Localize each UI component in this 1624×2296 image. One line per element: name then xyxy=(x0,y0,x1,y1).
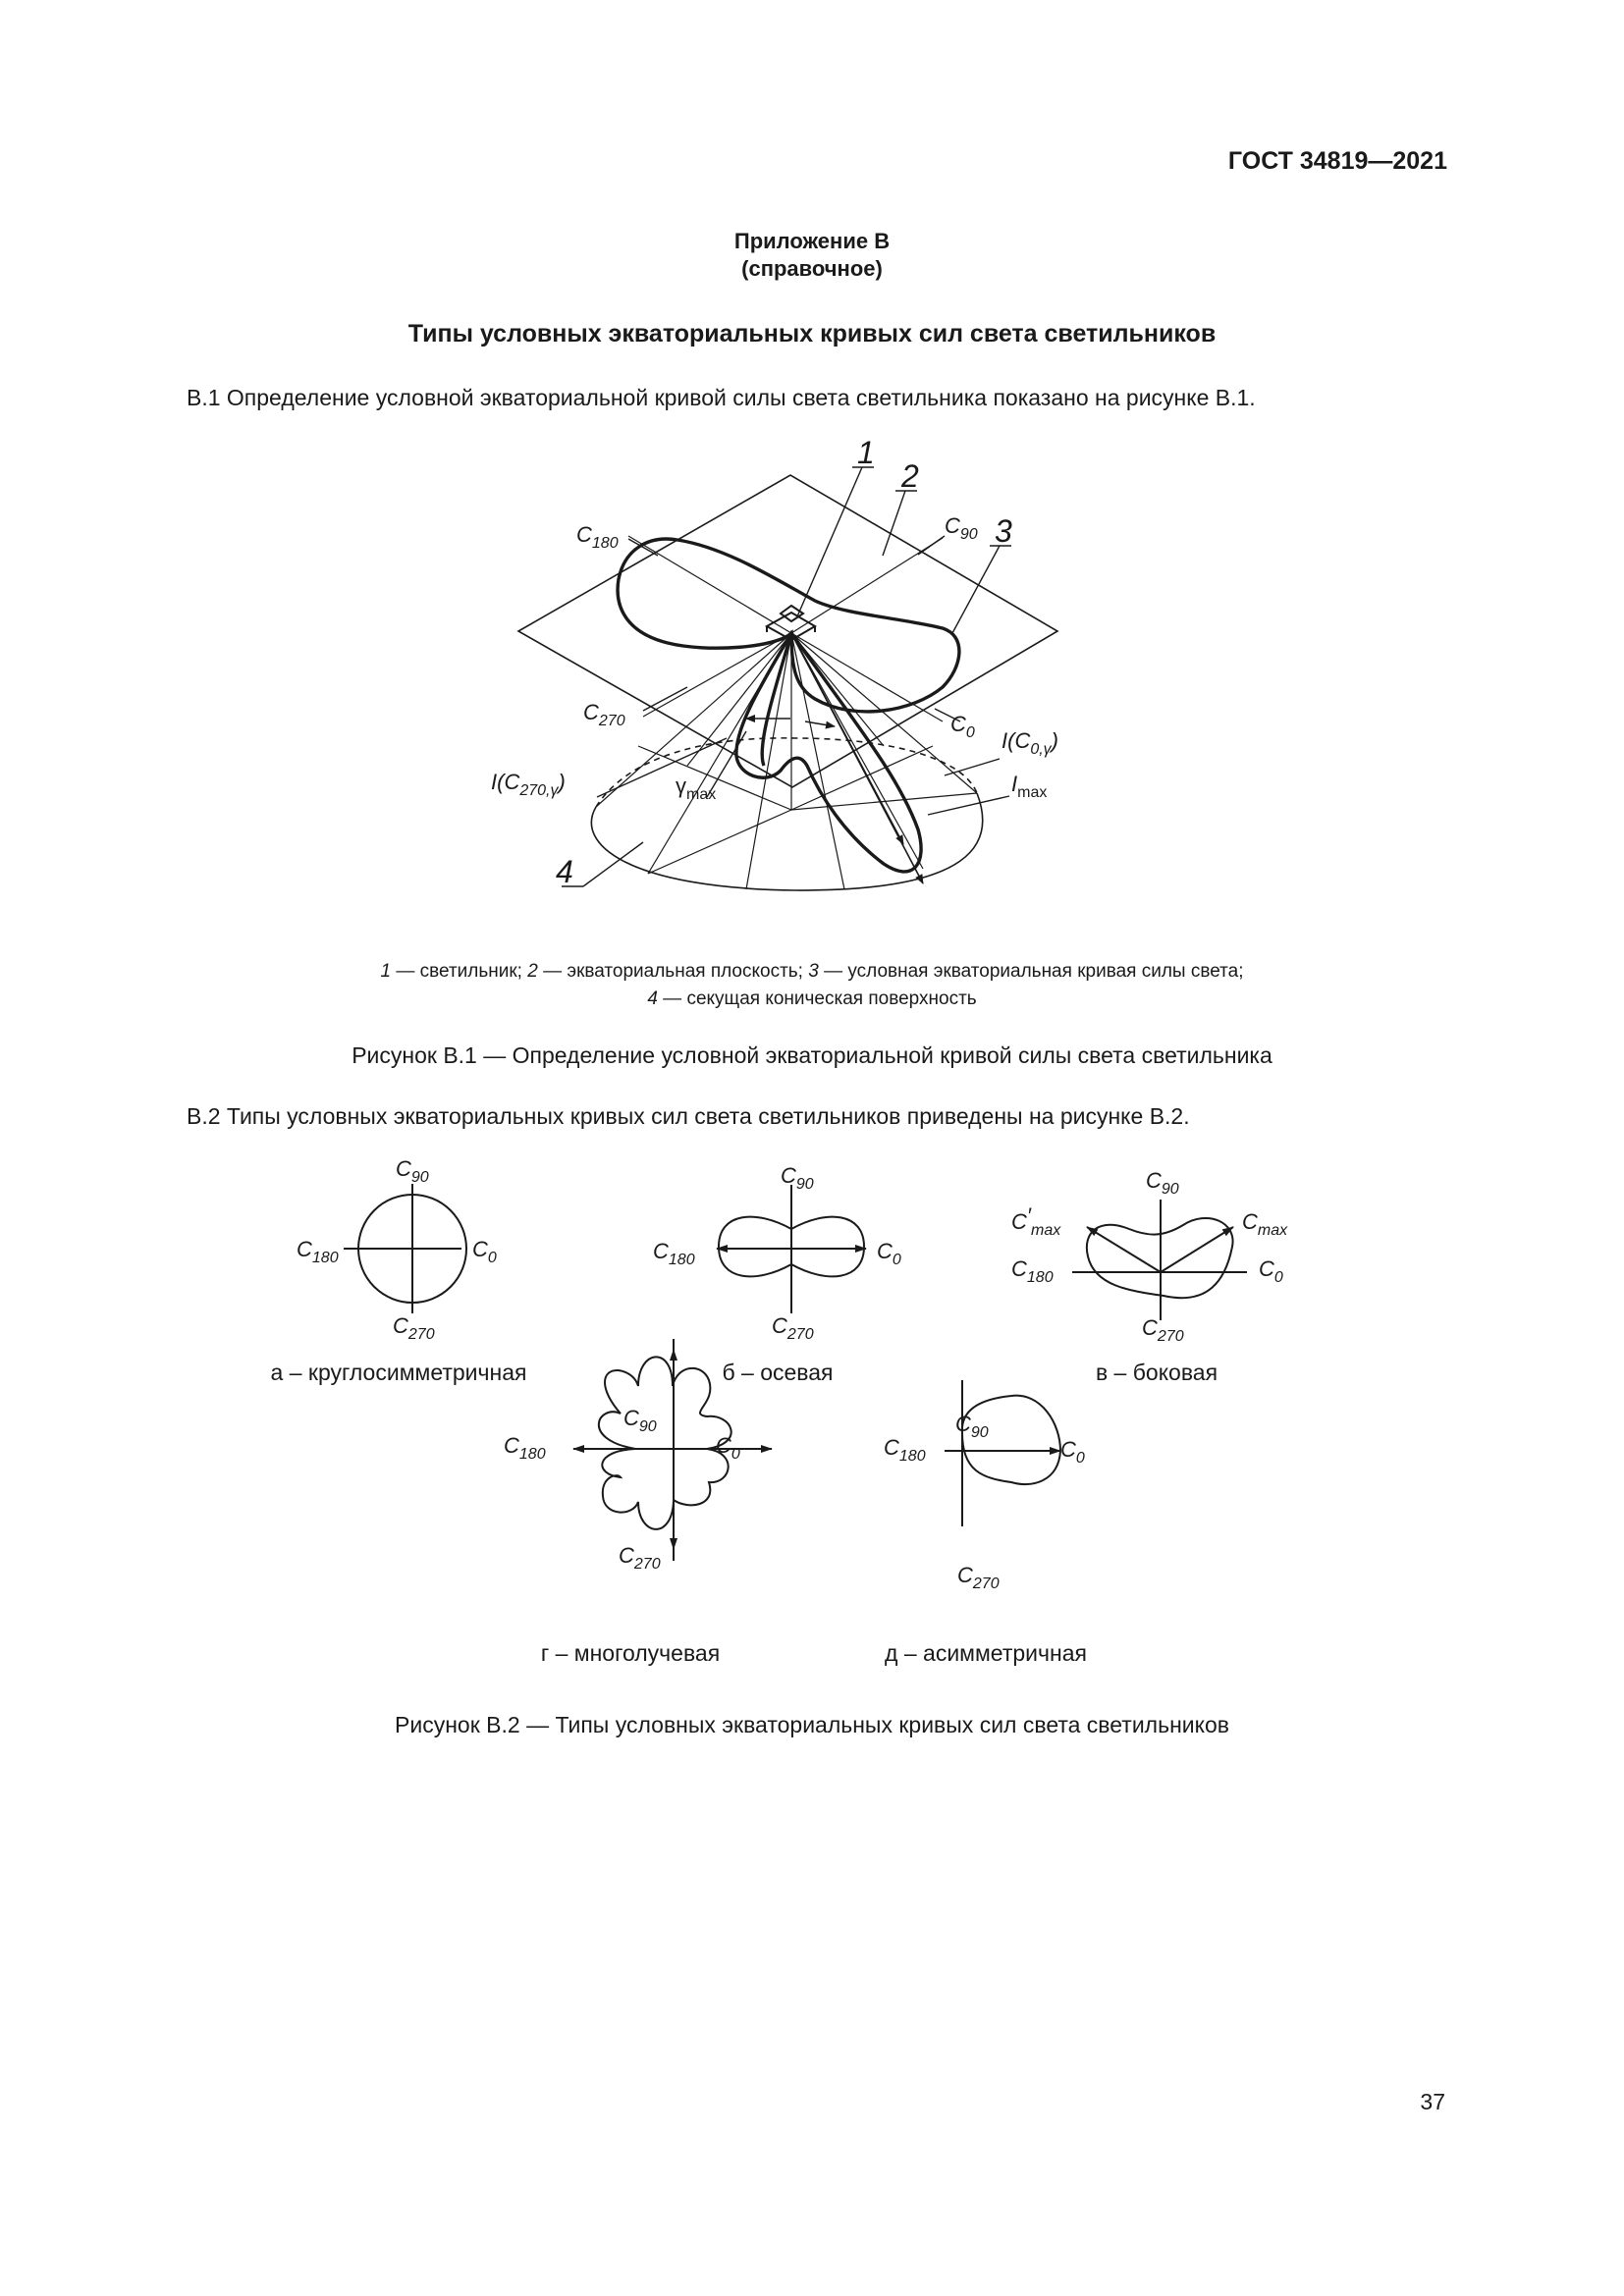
section-title: Типы условных экваториальных кривых сил света светильников xyxy=(407,320,1217,347)
type-g-label: г – многолучевая xyxy=(540,1640,721,1666)
svg-text:C0: $C_0$ xyxy=(877,1239,901,1268)
svg-text:C90: $C_{90}$ xyxy=(396,1156,429,1186)
page-number: 37 xyxy=(1420,2089,1445,2114)
svg-text:C180: $C_{180}$ xyxy=(297,1237,339,1266)
svg-text:C270: $C_{270}$ xyxy=(619,1543,661,1573)
document-id: ГОСТ 34819—2021 xyxy=(1227,147,1447,175)
figure-b1-legend xyxy=(0,958,1624,1013)
label-i-c270: $I(C_{270,\gamma})$ xyxy=(491,770,566,799)
svg-text:C90: $C_{90}$ xyxy=(623,1406,657,1435)
svg-text:C0: $C_0$ xyxy=(1060,1437,1085,1467)
label-c180-fig1: $C_{180}$ xyxy=(576,522,619,552)
svg-text:C180: $C_{180}$ xyxy=(1011,1256,1054,1286)
svg-text:C270: $C_{270}$ xyxy=(772,1313,814,1343)
equatorial-curve xyxy=(618,539,959,712)
svg-text:C90: $C_{90}$ xyxy=(781,1163,814,1193)
curve-d-asymmetric xyxy=(945,1380,1060,1526)
svg-text:C270: $C_{270}$ xyxy=(1142,1315,1184,1345)
legend-line-1: 1 — светильник; 2 — экваториальная плоскость; 3 — условная экваториальная кривая силы света; xyxy=(380,961,1244,982)
figure-b2-diagram xyxy=(0,1139,1624,1698)
svg-text:C270: $C_{270}$ xyxy=(957,1563,1000,1592)
svg-text:C0: $C_0$ xyxy=(472,1237,497,1266)
type-a-label: а – круглосимметричная xyxy=(270,1360,527,1385)
curve-b-axial xyxy=(717,1185,866,1313)
type-b-label: б – осевая xyxy=(722,1360,834,1385)
svg-text:C0: $C_0$ xyxy=(1259,1256,1283,1286)
paragraph-b2: В.2 Типы условных экваториальных кривых сил света светильников приведены на рисунке В.2. xyxy=(187,1103,1190,1129)
type-d-label: д – асимметричная xyxy=(885,1640,1087,1666)
svg-text:C0: $C_0$ xyxy=(716,1433,740,1463)
svg-text:C270: $C_{270}$ xyxy=(393,1313,435,1343)
callout-4: 4 xyxy=(556,854,573,889)
curve-v-lateral xyxy=(1072,1200,1247,1320)
label-c0-fig1: $C_0$ xyxy=(950,712,975,741)
svg-text:C180: $C_{180}$ xyxy=(653,1239,695,1268)
svg-text:C90: $C_{90}$ xyxy=(1146,1168,1179,1198)
legend-line-2: 4 — секущая коническая поверхность xyxy=(647,988,977,1009)
curve-a-round xyxy=(344,1184,466,1313)
svg-text:C180: $C_{180}$ xyxy=(504,1433,546,1463)
label-i-c0: $I(C_{0,\gamma})$ xyxy=(1001,728,1058,758)
svg-text:C180: $C_{180}$ xyxy=(884,1435,926,1465)
callout-2: 2 xyxy=(901,458,919,494)
svg-text:C′max: $C'_{max}$ xyxy=(1011,1203,1061,1239)
appendix-label: Приложение В xyxy=(733,229,891,253)
svg-text:Cmax: $C_{max}$ xyxy=(1242,1209,1288,1239)
type-v-label: в – боковая xyxy=(1095,1360,1218,1385)
label-c270-fig1: $C_{270}$ xyxy=(583,700,625,729)
label-gamma-max: $\gamma_{max}$ xyxy=(676,774,717,803)
figure-b1-diagram xyxy=(0,0,1624,982)
callout-1: 1 xyxy=(857,435,875,470)
svg-text:C90: $C_{90}$ xyxy=(955,1412,989,1441)
appendix-type: (справочное) xyxy=(741,256,883,281)
callout-3: 3 xyxy=(995,513,1012,549)
paragraph-b1: В.1 Определение условной экваториальной кривой силы света светильника показано на рисунке В.1. xyxy=(187,385,1256,410)
label-i-max: $I_{max}$ xyxy=(1011,772,1048,801)
figure-b2-caption: Рисунок В.2 — Типы условных экваториальных кривых сил света светильников xyxy=(395,1712,1229,1737)
label-c90-fig1: $C_{90}$ xyxy=(945,513,978,543)
figure-b1-caption: Рисунок В.1 — Определение условной экваториальной кривой силы света светильника xyxy=(352,1042,1272,1068)
